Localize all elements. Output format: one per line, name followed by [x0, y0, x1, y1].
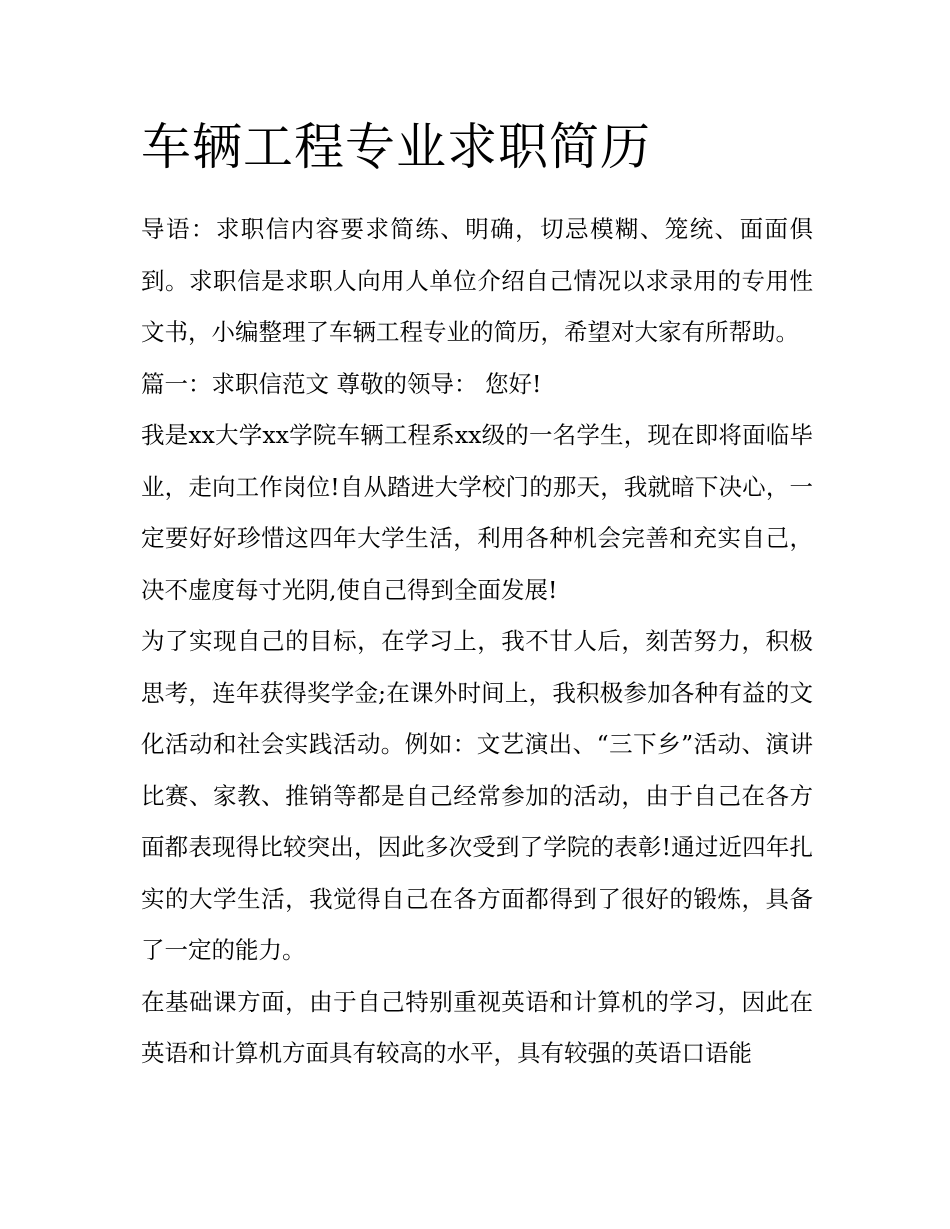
document-content — [141, 118, 813, 1080]
document-body — [141, 204, 813, 1080]
paragraph-achievements: 为了实现自己的目标，在学习上，我不甘人后，刻苦努力，积极思考，连年获得奖学金;在课外时间上，我积极参加各种有益的文化活动和社会实践活动。例如：文艺演出、“三下乡”活动、演讲比赛、家教、推销等都是自己经常参加的活动，由于自己在各方面都表现得比较突出，因此多次受到了学院的表彰!通过近四年扎实的大学生活，我觉得自己在各方面都得到了很好的锻炼，具备了一定的能力。 — [141, 627, 813, 964]
paragraph-salutation: 篇一：求职信范文 尊敬的领导： 您好! — [141, 369, 542, 398]
paragraph-intro: 导语：求职信内容要求简练、明确，切忌模糊、笼统、面面俱到。求职信是求职人向用人单位介绍自己情况以求录用的专用性文书，小编整理了车辆工程专业的简历，希望对大家有所帮助。 — [141, 215, 813, 346]
document-title: 车辆工程专业求职简历 — [141, 118, 651, 176]
paragraph-foundation-courses: 在基础课方面，由于自己特别重视英语和计算机的学习，因此在英语和计算机方面具有较高的水平，具有较强的英语口语能 — [141, 987, 813, 1067]
paragraph-self-introduction: 我是xx大学xx学院车辆工程系xx级的一名学生，现在即将面临毕业，走向工作岗位!自从踏进大学校门的那天，我就暗下决心，一定要好好珍惜这四年大学生活，利用各种机会完善和充实自己，决不虚度每寸光阴,使自己得到全面发展! — [141, 421, 813, 604]
